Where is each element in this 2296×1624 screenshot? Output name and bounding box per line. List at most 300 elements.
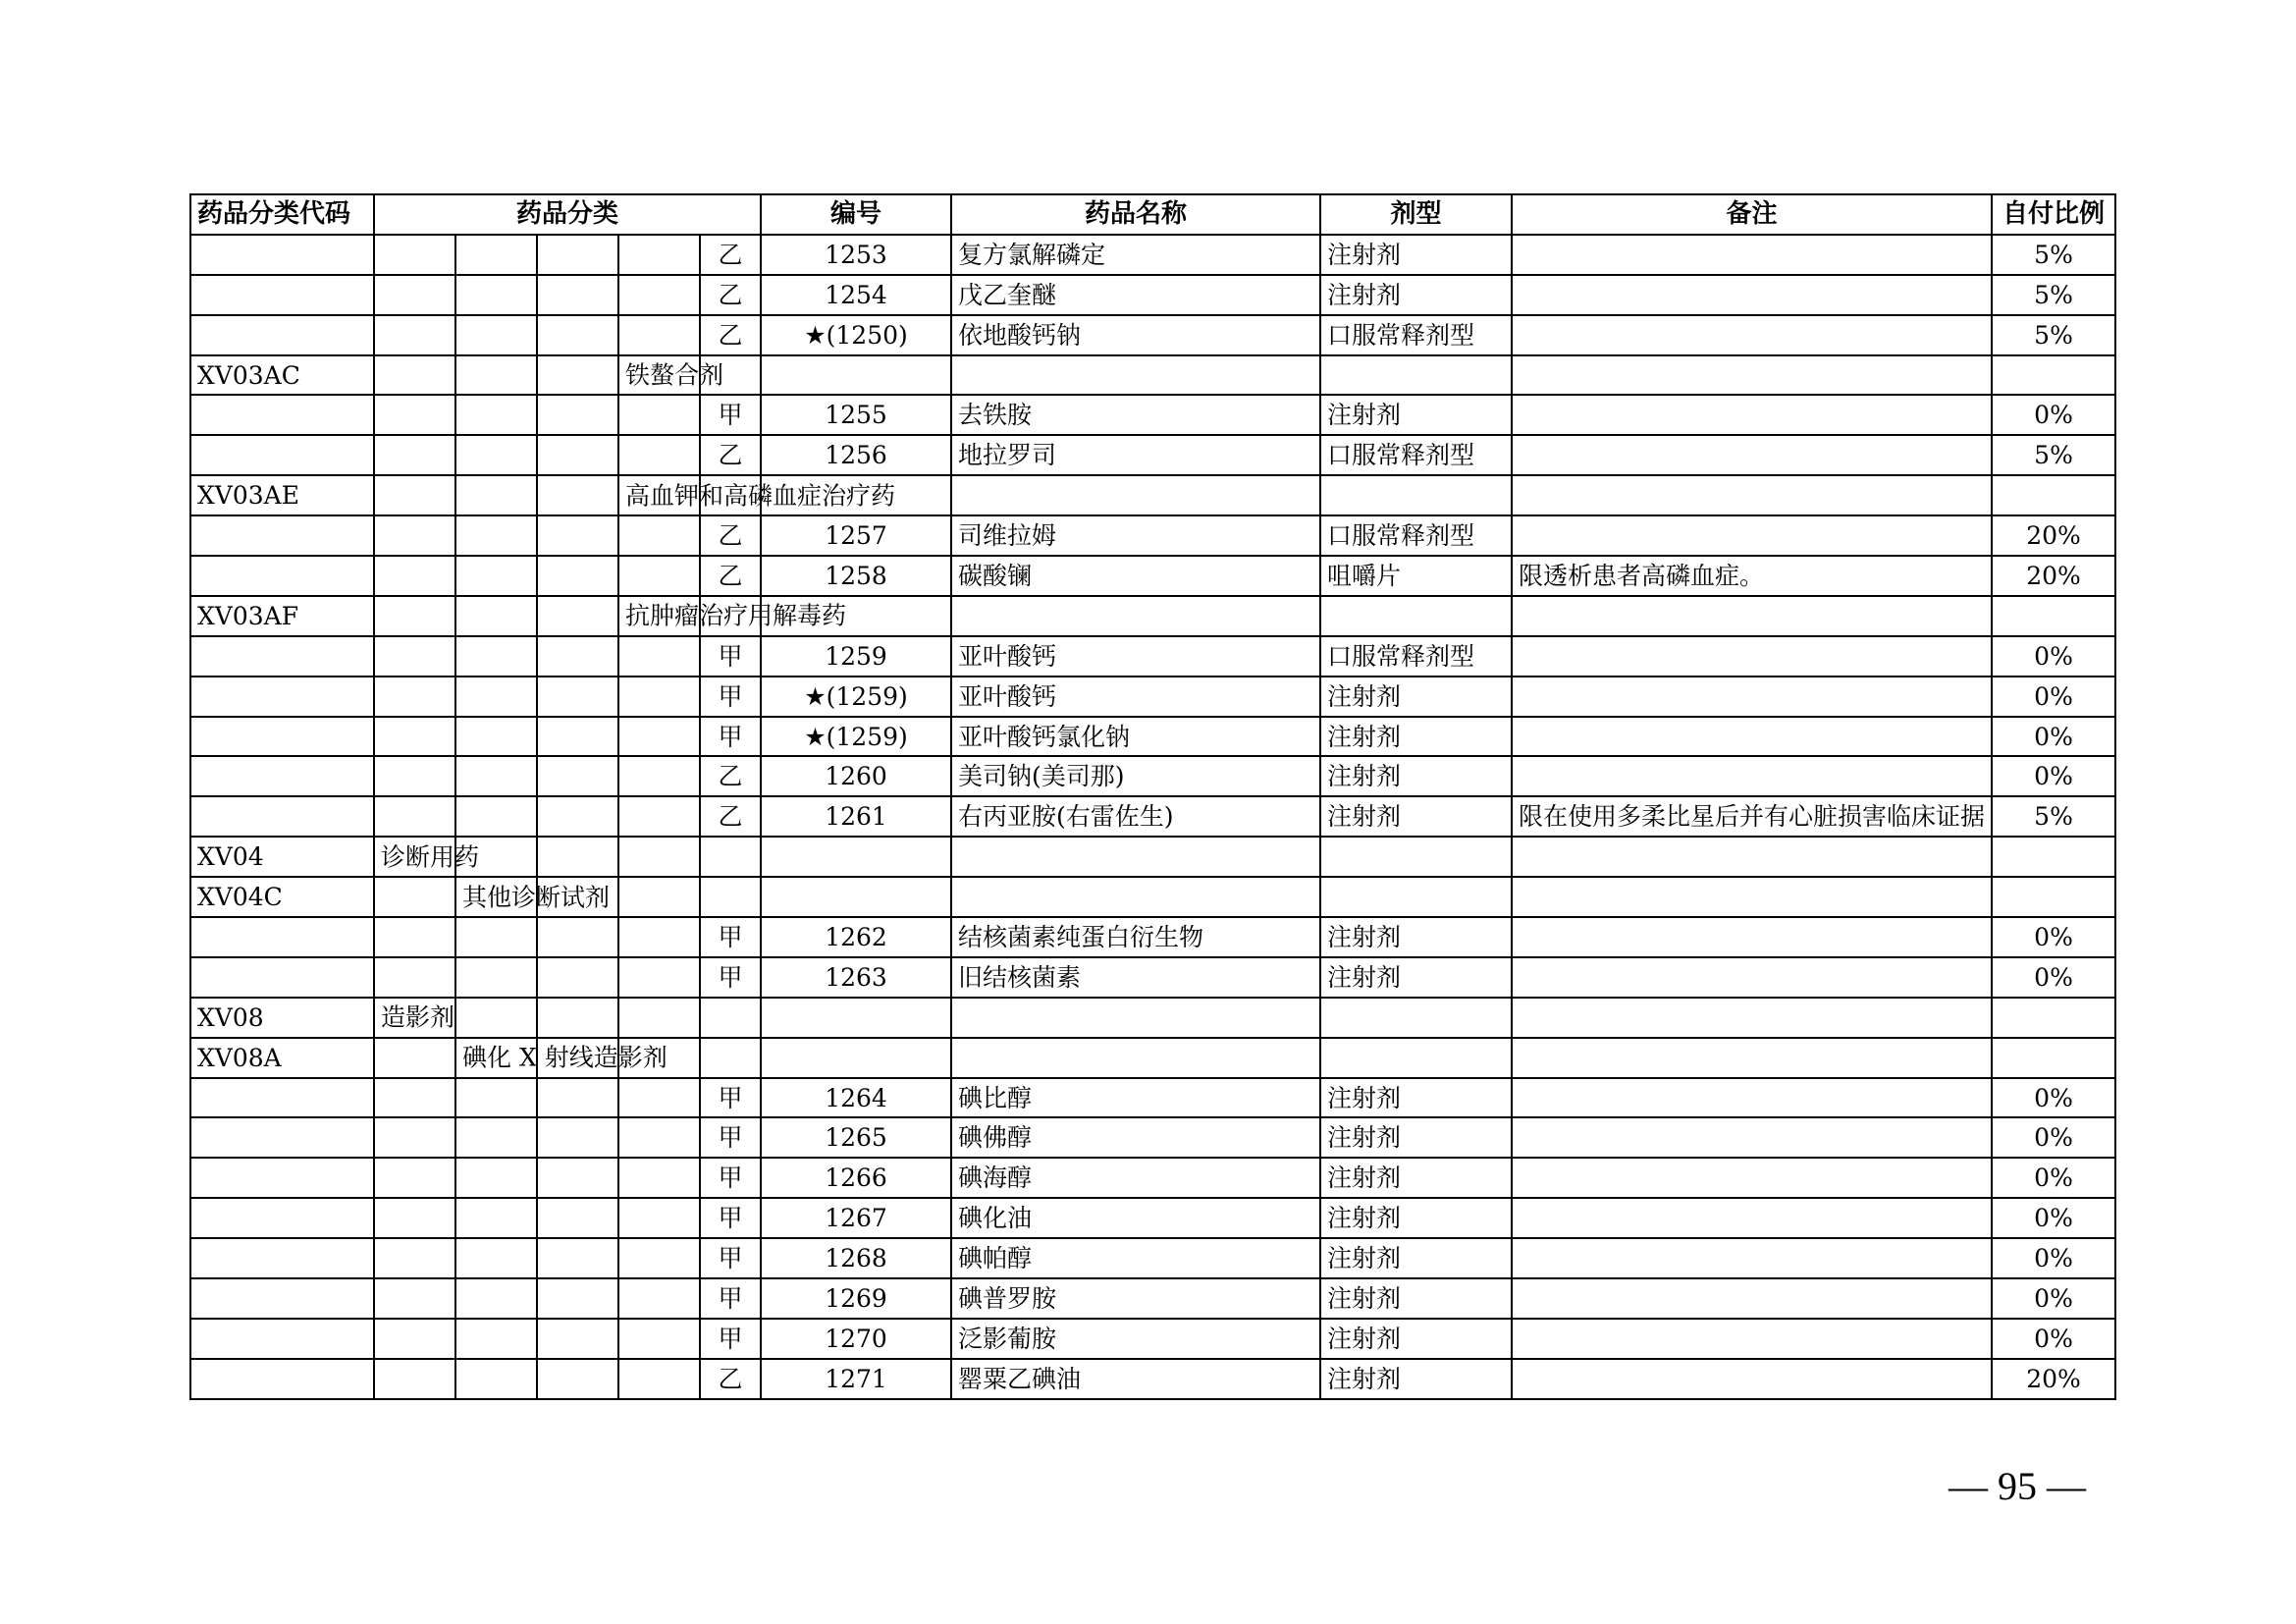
category-level-cell — [537, 475, 618, 515]
category-level-cell — [618, 515, 700, 556]
code-cell — [190, 275, 374, 315]
number-cell: 1270 — [761, 1319, 951, 1359]
empty-cell — [951, 998, 1320, 1038]
number-cell: 1268 — [761, 1238, 951, 1278]
page-number: — 95 — — [1949, 1464, 2086, 1508]
table-row — [190, 556, 2115, 596]
table-row — [190, 677, 2115, 717]
category-level-cell — [537, 1198, 618, 1238]
ratio-cell: 0% — [1992, 1238, 2115, 1278]
grade-cell: 甲 — [700, 717, 761, 757]
table-row — [190, 717, 2115, 757]
empty-cell — [951, 355, 1320, 396]
category-level-cell — [374, 1319, 455, 1359]
dosage-form-cell: 口服常释剂型 — [1320, 636, 1512, 677]
note-cell — [1512, 1158, 1992, 1198]
number-cell: 1262 — [761, 917, 951, 957]
code-cell — [190, 435, 374, 475]
category-level-cell — [618, 1198, 700, 1238]
number-cell: 1269 — [761, 1278, 951, 1319]
drug-name-cell: 亚叶酸钙 — [951, 636, 1320, 677]
dosage-form-cell: 注射剂 — [1320, 917, 1512, 957]
dosage-form-cell: 注射剂 — [1320, 1117, 1512, 1158]
category-level-cell — [374, 957, 455, 998]
category-level-cell — [618, 756, 700, 796]
empty-cell — [1320, 998, 1512, 1038]
category-level-cell — [374, 435, 455, 475]
ratio-cell: 0% — [1992, 756, 2115, 796]
category-level-cell — [618, 837, 700, 877]
drug-name-cell: 碘比醇 — [951, 1078, 1320, 1118]
header-row — [190, 194, 2115, 235]
category-level-cell — [618, 1158, 700, 1198]
table-row — [190, 1238, 2115, 1278]
table-row — [190, 756, 2115, 796]
grade-cell: 甲 — [700, 1117, 761, 1158]
header-ratio: 自付比例 — [1992, 194, 2115, 235]
grade-cell: 甲 — [700, 1278, 761, 1319]
code-cell — [190, 1238, 374, 1278]
category-level-cell — [537, 235, 618, 275]
number-cell: ★(1259) — [761, 717, 951, 757]
category-label: 诊断用药 — [381, 842, 480, 872]
table-row — [190, 957, 2115, 998]
grade-cell: 甲 — [700, 1078, 761, 1118]
category-level-cell — [455, 1278, 537, 1319]
category-level-cell — [537, 275, 618, 315]
dosage-form-cell: 注射剂 — [1320, 1078, 1512, 1118]
drug-name-cell: 泛影葡胺 — [951, 1319, 1320, 1359]
category-level-cell — [374, 1158, 455, 1198]
category-level-cell — [537, 395, 618, 435]
table-row — [190, 1359, 2115, 1399]
note-cell — [1512, 636, 1992, 677]
code-cell — [190, 756, 374, 796]
empty-cell — [951, 1038, 1320, 1078]
category-level-cell — [618, 1359, 700, 1399]
dosage-form-cell: 注射剂 — [1320, 796, 1512, 837]
ratio-cell: 0% — [1992, 957, 2115, 998]
number-cell: 1253 — [761, 235, 951, 275]
table-row — [190, 395, 2115, 435]
category-label: 抗肿瘤治疗用解毒药 — [625, 601, 847, 630]
empty-cell — [761, 355, 951, 396]
category-level-cell — [537, 435, 618, 475]
number-cell: 1258 — [761, 556, 951, 596]
category-level-cell — [455, 1038, 667, 1078]
grade-cell: 甲 — [700, 1198, 761, 1238]
category-level-cell — [455, 556, 537, 596]
empty-cell — [1512, 475, 1992, 515]
category-level-cell — [455, 475, 537, 515]
drug-name-cell: 碘帕醇 — [951, 1238, 1320, 1278]
empty-cell — [1992, 877, 2115, 917]
category-level-cell — [537, 1278, 618, 1319]
category-level-cell — [537, 1078, 618, 1118]
category-level-cell — [455, 796, 537, 837]
table-row — [190, 796, 2115, 837]
category-level-cell — [455, 756, 537, 796]
ratio-cell: 5% — [1992, 235, 2115, 275]
category-level-cell — [374, 677, 455, 717]
category-level-cell — [374, 636, 455, 677]
category-code: XV03AE — [190, 475, 374, 515]
category-level-cell — [618, 315, 700, 355]
category-level-cell — [618, 355, 724, 396]
category-row — [190, 877, 2115, 917]
note-cell — [1512, 756, 1992, 796]
drug-name-cell: 罂粟乙碘油 — [951, 1359, 1320, 1399]
category-level-cell — [537, 1238, 618, 1278]
category-level-cell — [455, 435, 537, 475]
category-row — [190, 998, 2115, 1038]
table-row — [190, 315, 2115, 355]
ratio-cell: 0% — [1992, 1319, 2115, 1359]
empty-cell — [1992, 998, 2115, 1038]
category-level-cell — [537, 957, 618, 998]
drug-name-cell: 复方氯解磷定 — [951, 235, 1320, 275]
number-cell: 1264 — [761, 1078, 951, 1118]
empty-cell — [1320, 837, 1512, 877]
category-level-cell — [700, 1038, 761, 1078]
category-level-cell — [618, 596, 847, 636]
dosage-form-cell: 注射剂 — [1320, 1158, 1512, 1198]
category-level-cell — [618, 636, 700, 677]
code-cell — [190, 1198, 374, 1238]
category-row — [190, 1038, 2115, 1078]
ratio-cell: 0% — [1992, 395, 2115, 435]
empty-cell — [1320, 475, 1512, 515]
table-body — [190, 235, 2115, 1399]
drug-name-cell: 亚叶酸钙氯化钠 — [951, 717, 1320, 757]
category-label: 高血钾和高磷血症治疗药 — [625, 481, 896, 511]
ratio-cell: 0% — [1992, 1117, 2115, 1158]
category-level-cell — [374, 315, 455, 355]
category-level-cell — [455, 717, 537, 757]
note-cell — [1512, 1117, 1992, 1158]
category-level-cell — [537, 998, 618, 1038]
code-cell — [190, 636, 374, 677]
drug-name-cell: 去铁胺 — [951, 395, 1320, 435]
note-cell — [1512, 1319, 1992, 1359]
ratio-cell: 0% — [1992, 677, 2115, 717]
table-row — [190, 1158, 2115, 1198]
note-cell — [1512, 917, 1992, 957]
category-level-cell — [537, 677, 618, 717]
number-cell: 1257 — [761, 515, 951, 556]
drug-name-cell: 司维拉姆 — [951, 515, 1320, 556]
category-level-cell — [374, 235, 455, 275]
ratio-cell: 0% — [1992, 1158, 2115, 1198]
grade-cell: 甲 — [700, 1238, 761, 1278]
dosage-form-cell: 口服常释剂型 — [1320, 515, 1512, 556]
drug-name-cell: 美司钠(美司那) — [951, 756, 1320, 796]
code-cell — [190, 957, 374, 998]
note-cell: 限透析患者高磷血症。 — [1512, 556, 1992, 596]
empty-cell — [1992, 475, 2115, 515]
drug-name-cell: 右丙亚胺(右雷佐生) — [951, 796, 1320, 837]
note-cell — [1512, 235, 1992, 275]
note-cell — [1512, 275, 1992, 315]
category-code: XV04C — [190, 877, 374, 917]
grade-cell: 乙 — [700, 556, 761, 596]
category-level-cell — [537, 355, 618, 396]
category-level-cell — [618, 796, 700, 837]
note-cell — [1512, 1198, 1992, 1238]
empty-cell — [1512, 998, 1992, 1038]
category-level-cell — [374, 355, 455, 396]
category-level-cell — [374, 596, 455, 636]
category-level-cell — [374, 796, 455, 837]
category-level-cell — [700, 998, 761, 1038]
ratio-cell: 0% — [1992, 917, 2115, 957]
category-level-cell — [374, 1359, 455, 1399]
header-note: 备注 — [1512, 194, 1992, 235]
number-cell: ★(1259) — [761, 677, 951, 717]
category-level-cell — [537, 1359, 618, 1399]
dosage-form-cell: 注射剂 — [1320, 756, 1512, 796]
number-cell: 1255 — [761, 395, 951, 435]
category-level-cell — [618, 475, 896, 515]
category-level-cell — [374, 1198, 455, 1238]
category-level-cell — [618, 998, 700, 1038]
header-number: 编号 — [761, 194, 951, 235]
dosage-form-cell: 注射剂 — [1320, 1319, 1512, 1359]
category-row — [190, 355, 2115, 396]
empty-cell — [951, 877, 1320, 917]
header-category: 药品分类 — [374, 194, 761, 235]
grade-cell: 甲 — [700, 395, 761, 435]
category-level-cell — [537, 837, 618, 877]
note-cell — [1512, 957, 1992, 998]
note-cell — [1512, 315, 1992, 355]
dosage-form-cell: 咀嚼片 — [1320, 556, 1512, 596]
code-cell — [190, 1278, 374, 1319]
code-cell — [190, 917, 374, 957]
drug-name-cell: 碘佛醇 — [951, 1117, 1320, 1158]
category-level-cell — [374, 556, 455, 596]
ratio-cell: 0% — [1992, 1198, 2115, 1238]
category-level-cell — [374, 756, 455, 796]
category-level-cell — [374, 998, 455, 1038]
number-cell: 1265 — [761, 1117, 951, 1158]
header-name: 药品名称 — [951, 194, 1320, 235]
grade-cell: 甲 — [700, 1158, 761, 1198]
category-level-cell — [374, 1117, 455, 1158]
empty-cell — [1992, 837, 2115, 877]
category-label: 碘化 X 射线造影剂 — [462, 1043, 667, 1072]
category-level-cell — [618, 556, 700, 596]
dosage-form-cell: 注射剂 — [1320, 957, 1512, 998]
number-cell: 1267 — [761, 1198, 951, 1238]
number-cell: 1259 — [761, 636, 951, 677]
category-row — [190, 596, 2115, 636]
note-cell — [1512, 435, 1992, 475]
drug-name-cell: 旧结核菌素 — [951, 957, 1320, 998]
category-level-cell — [618, 1278, 700, 1319]
category-level-cell — [537, 917, 618, 957]
category-row — [190, 837, 2115, 877]
category-level-cell — [374, 877, 455, 917]
grade-cell: 乙 — [700, 515, 761, 556]
table-row — [190, 636, 2115, 677]
category-level-cell — [618, 435, 700, 475]
drug-name-cell: 结核菌素纯蛋白衍生物 — [951, 917, 1320, 957]
note-cell — [1512, 1238, 1992, 1278]
code-cell — [190, 677, 374, 717]
table-row — [190, 1278, 2115, 1319]
table-row — [190, 435, 2115, 475]
table-row — [190, 1078, 2115, 1118]
empty-cell — [1512, 596, 1992, 636]
ratio-cell: 0% — [1992, 1078, 2115, 1118]
category-label: 造影剂 — [381, 1002, 455, 1032]
drug-name-cell: 亚叶酸钙 — [951, 677, 1320, 717]
category-level-cell — [618, 235, 700, 275]
table-row — [190, 1198, 2115, 1238]
grade-cell: 乙 — [700, 235, 761, 275]
grade-cell: 甲 — [700, 917, 761, 957]
category-level-cell — [537, 1319, 618, 1359]
drug-name-cell: 碳酸镧 — [951, 556, 1320, 596]
category-label: 铁螯合剂 — [625, 360, 724, 390]
ratio-cell: 5% — [1992, 796, 2115, 837]
category-level-cell — [455, 315, 537, 355]
category-level-cell — [700, 877, 761, 917]
category-row — [190, 475, 2115, 515]
category-level-cell — [537, 796, 618, 837]
note-cell — [1512, 395, 1992, 435]
category-level-cell — [537, 1117, 618, 1158]
category-level-cell — [374, 475, 455, 515]
category-level-cell — [537, 556, 618, 596]
category-level-cell — [374, 717, 455, 757]
note-cell — [1512, 677, 1992, 717]
code-cell — [190, 1158, 374, 1198]
grade-cell: 甲 — [700, 1319, 761, 1359]
category-level-cell — [455, 957, 537, 998]
empty-cell — [1320, 596, 1512, 636]
empty-cell — [761, 1038, 951, 1078]
category-level-cell — [455, 235, 537, 275]
code-cell — [190, 1319, 374, 1359]
drug-name-cell: 地拉罗司 — [951, 435, 1320, 475]
empty-cell — [761, 877, 951, 917]
code-cell — [190, 515, 374, 556]
dosage-form-cell: 注射剂 — [1320, 1278, 1512, 1319]
category-level-cell — [455, 1158, 537, 1198]
category-level-cell — [618, 677, 700, 717]
ratio-cell: 5% — [1992, 315, 2115, 355]
number-cell: 1271 — [761, 1359, 951, 1399]
table-row — [190, 1319, 2115, 1359]
category-level-cell — [618, 717, 700, 757]
category-level-cell — [537, 717, 618, 757]
table-row — [190, 917, 2115, 957]
category-level-cell — [455, 395, 537, 435]
category-label: 其他诊断试剂 — [462, 883, 611, 912]
category-level-cell — [618, 1117, 700, 1158]
category-level-cell — [455, 1198, 537, 1238]
dosage-form-cell: 注射剂 — [1320, 1198, 1512, 1238]
empty-cell — [1992, 355, 2115, 396]
grade-cell: 甲 — [700, 677, 761, 717]
category-level-cell — [537, 315, 618, 355]
empty-cell — [1512, 837, 1992, 877]
category-level-cell — [537, 756, 618, 796]
category-level-cell — [455, 1078, 537, 1118]
ratio-cell: 0% — [1992, 636, 2115, 677]
dosage-form-cell: 注射剂 — [1320, 717, 1512, 757]
code-cell — [190, 1359, 374, 1399]
dosage-form-cell: 注射剂 — [1320, 235, 1512, 275]
category-level-cell — [618, 917, 700, 957]
grade-cell: 乙 — [700, 1359, 761, 1399]
drug-name-cell: 碘海醇 — [951, 1158, 1320, 1198]
number-cell: ★(1250) — [761, 315, 951, 355]
dosage-form-cell: 口服常释剂型 — [1320, 435, 1512, 475]
category-level-cell — [374, 395, 455, 435]
ratio-cell: 5% — [1992, 275, 2115, 315]
category-level-cell — [455, 877, 611, 917]
note-cell — [1512, 515, 1992, 556]
category-level-cell — [537, 1158, 618, 1198]
grade-cell: 甲 — [700, 636, 761, 677]
number-cell: 1256 — [761, 435, 951, 475]
grade-cell: 乙 — [700, 796, 761, 837]
note-cell: 限在使用多柔比星后并有心脏损害临床证据 — [1512, 796, 1992, 837]
ratio-cell: 0% — [1992, 1278, 2115, 1319]
category-level-cell — [455, 596, 537, 636]
empty-cell — [1992, 1038, 2115, 1078]
category-level-cell — [374, 515, 455, 556]
category-level-cell — [618, 877, 700, 917]
empty-cell — [761, 998, 951, 1038]
category-level-cell — [455, 1359, 537, 1399]
empty-cell — [1320, 1038, 1512, 1078]
code-cell — [190, 796, 374, 837]
category-code: XV04 — [190, 837, 374, 877]
category-code: XV03AC — [190, 355, 374, 396]
category-level-cell — [374, 1278, 455, 1319]
ratio-cell: 20% — [1992, 556, 2115, 596]
empty-cell — [1512, 1038, 1992, 1078]
drug-name-cell: 碘普罗胺 — [951, 1278, 1320, 1319]
grade-cell: 乙 — [700, 435, 761, 475]
empty-cell — [761, 837, 951, 877]
category-level-cell — [455, 677, 537, 717]
empty-cell — [1320, 877, 1512, 917]
drug-table — [189, 193, 2116, 1400]
category-level-cell — [455, 1319, 537, 1359]
empty-cell — [1992, 596, 2115, 636]
category-level-cell — [618, 275, 700, 315]
category-level-cell — [700, 837, 761, 877]
dosage-form-cell: 注射剂 — [1320, 677, 1512, 717]
ratio-cell: 20% — [1992, 1359, 2115, 1399]
category-level-cell — [374, 917, 455, 957]
number-cell: 1263 — [761, 957, 951, 998]
category-level-cell — [618, 1078, 700, 1118]
table-row — [190, 275, 2115, 315]
category-level-cell — [374, 1078, 455, 1118]
note-cell — [1512, 1078, 1992, 1118]
category-level-cell — [618, 957, 700, 998]
code-cell — [190, 556, 374, 596]
dosage-form-cell: 注射剂 — [1320, 395, 1512, 435]
category-level-cell — [455, 998, 537, 1038]
header-code: 药品分类代码 — [190, 194, 374, 235]
